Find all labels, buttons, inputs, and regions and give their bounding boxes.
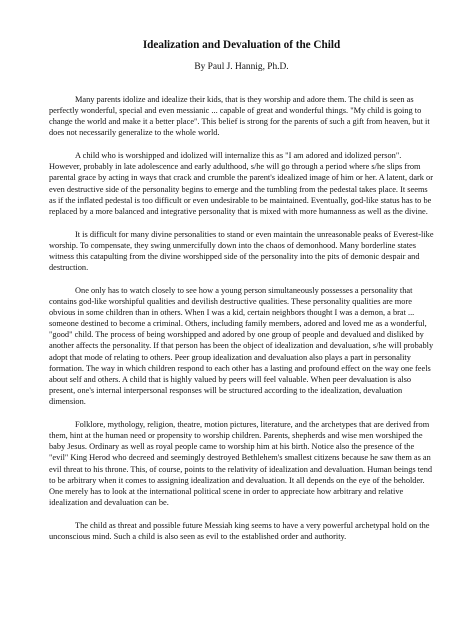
paragraph-5: Folklore, mythology, religion, theatre, motion pictures, literature, and the archetypes that are derived from them, hint at the human need or propensity to worship children. Parents, shepherds and wise men worshiped the baby Jesus. Ordinary as well as royal people came to worship him at his birth. Notice also the presence of the "evil" King Herod who decreed and seemingly destroyed Bethlehem's smallest citizens because he saw them as an evil threat to his throne. This, of course, points to the relativity of idealization and devaluation. Human beings tend to be arbitrary when it comes to assigning idealization and devaluation. It all depends on the eye of the beholder. One merely has to look at the international political scene in order to appreciate how arbitrary and relative idealization and devaluation can be. [49,419,433,507]
paragraph-3: It is difficult for many divine personalities to stand or even maintain the unreasonable peaks of Everest-like worship. To compensate, they swing unmercifully down into the chaos of demonhood. Many borderline states witness this catapulting from the divine worshipped side of the personality into the pits of demonic despair and destruction. [49,229,434,273]
paragraph-6: The child as threat and possible future Messiah king seems to have a very powerful archetypal hold on the unconscious mind. Such a child is also seen as evil to the established order and authority. [49,520,430,541]
document-body [49,94,434,542]
paragraph-1: Many parents idolize and idealize their kids, that is they worship and adore them. The child is seen as perfectly wonderful, special and even messianic ... capable of great and wonderful things. "My child is going to change the world and make it a better place". This belief is strong for the parents of such a gift from heaven, but it does not necessarily generalize to the whole world. [49,95,430,138]
author-byline: By Paul J. Hannig, Ph.D. [194,62,289,72]
paragraph-4: One only has to watch closely to see how a young person simultaneously possesses a personality that contains god-like worshipful qualities and devilish destructive qualities. These personality qualities are more obvious in some children than in others. When I was a kid, certain neighbors thought I was a demon, a brat ... someone destined to become a criminal. Others, including family members, adored and loved me as a wonderful, "good" child. The process of being worshipped and adored by one group of people and devalued and disliked by another affects the personality. If that person has been the object of idealization and devaluation, s/he will probably adopt that mode of relating to others. Peer group idealization and devaluation also plays a part in personality formation. The way in which children respond to each other has a lasting and profound effect on the way one feels about self and others. A child that is highly valued by peers will feel valuable. When peer devaluation is also present, one's internal interpersonal responses will be structured according to the idealization, devaluation dimension. [49,285,434,407]
document-title: Idealization and Devaluation of the Child [142,39,341,51]
paragraph-2: A child who is worshipped and idolized will internalize this as "I am adored and idolized person". However, probably in late adolescence and early adulthood, s/he will go through a period where s/he slips from parental grace by acting in ways that crack and crumble the parent's idealized image of him or her. A latent, dark or even destructive side of the personality begins to emerge and the tumbling from the pedestal takes place. It seems as if the inflated pedestal is too difficult or even undesirable to be maintained. Eventually, god-like status has to be replaced by a more balanced and integrative personality that is mixed with more humanness as well as the divine. [49,151,434,216]
